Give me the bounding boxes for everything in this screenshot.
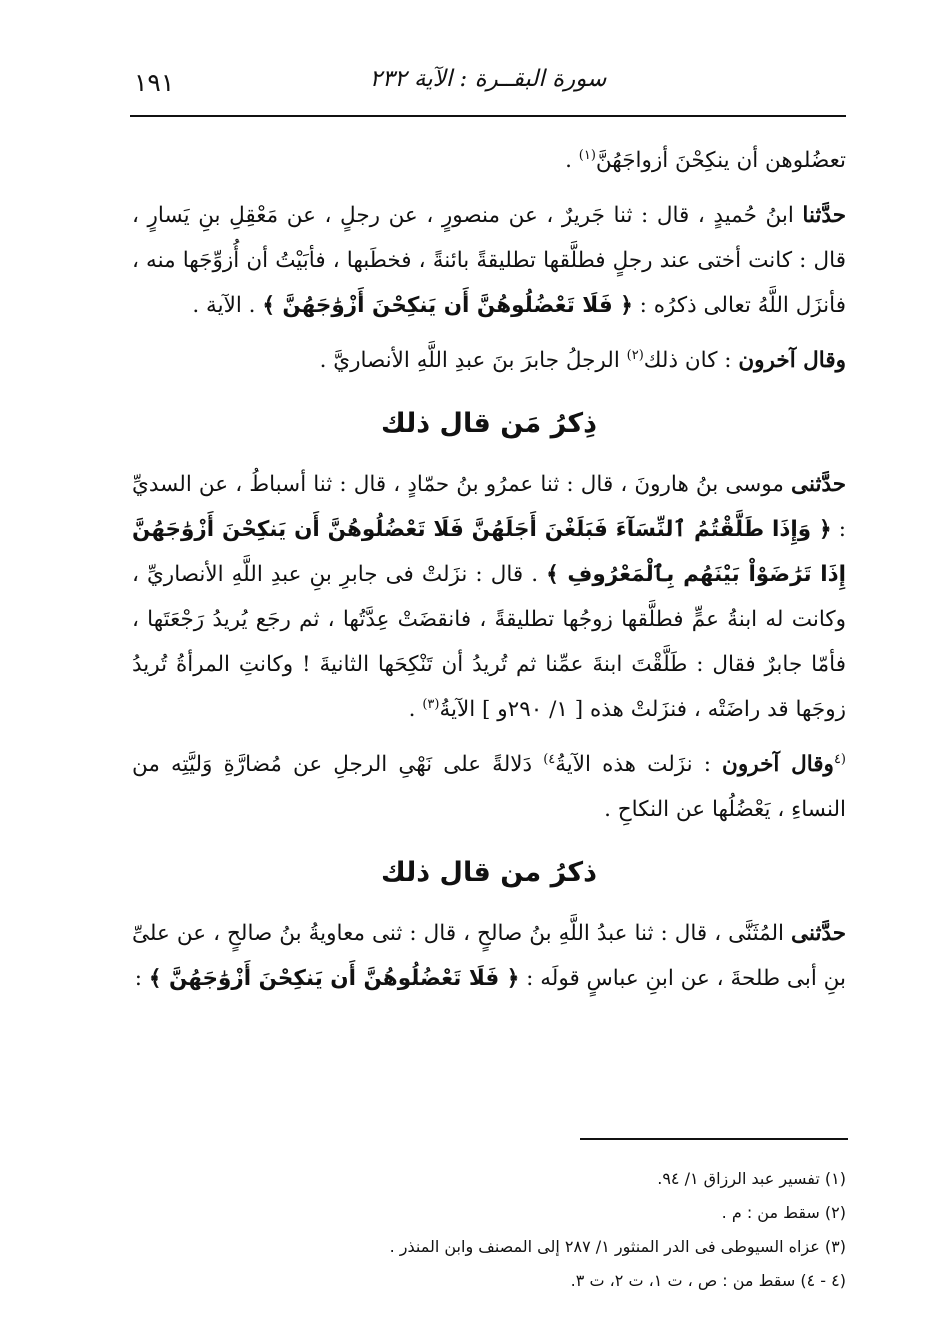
paragraph-text: المُثَنَّى ، قال : ثنا عبدُ اللَّهِ بنُ صالحٍ ، قال : ثنى معاويةُ بنُ صالحٍ ، عن علىِّ بنِ أبى طلحةَ ، عن ابنِ عباسٍ قولَه :	[132, 921, 846, 991]
footnote-marker: (١)	[578, 147, 596, 163]
section-heading: ذِكرُ مَن قال ذلك	[381, 408, 597, 439]
page-header	[130, 62, 846, 106]
paragraph	[132, 138, 846, 183]
paragraph	[132, 338, 846, 383]
running-title: سورة البقــرة : الآية ٢٣٢	[369, 66, 607, 92]
paragraph-tail: .	[565, 148, 579, 173]
footnote-marker: ٤)	[543, 751, 556, 767]
quran-quote: ﴿ فَلَا تَعْضُلُوهُنَّ أَن يَنكِحْنَ أَزْوَٰجَهُنَّ ﴾	[148, 966, 520, 991]
paragraph	[132, 911, 846, 1001]
footnotes	[132, 1162, 846, 1298]
paragraph-tail: الرجلُ جابرَ بنَ عبدِ اللَّهِ الأنصاريَّ .	[319, 348, 627, 373]
footnote-marker: (٤	[833, 751, 846, 767]
page-number: ١٩١	[134, 68, 175, 97]
paragraph-tail: دَلالةً على نَهْىِ الرجلِ عن مُضارَّةِ وَليَّتِه من النساءِ ، يَعْضُلُها عن النكاحِ .	[132, 752, 846, 822]
footnote-marker: (٢)	[626, 347, 644, 363]
paragraph	[132, 462, 846, 732]
footnote-marker: (٣)	[422, 696, 440, 712]
paragraph-tail: . الآية .	[192, 293, 263, 318]
paragraph-text: : كان ذلك	[643, 348, 739, 373]
paragraph-text: موسى بنُ هارونَ ، قال : ثنا عمرُو بنُ حمّادٍ ، قال : ثنا أسباطُ ، عن السديِّ :	[132, 472, 847, 542]
paragraph-tail: :	[134, 966, 149, 991]
section-heading: ذكرُ من قال ذلك	[381, 857, 597, 888]
header-rule	[130, 115, 846, 117]
paragraph	[132, 742, 846, 832]
main-text	[132, 138, 846, 1011]
footnote: (٤ - ٤) سقط من : ص ، ت ١، ت ٢، ت ٣.	[570, 1271, 846, 1290]
quran-quote: ﴿ وَإِذَا طَلَّقْتُمُ ٱلنِّسَآءَ فَبَلَغْنَ أَجَلَهُنَّ فَلَا تَعْضُلُوهُنَّ أَن يَنكِحْنَ أَزْوَٰجَهُنَّ إِذَا تَرَٰضَوْاْ بَيْنَهُم بِٱلْمَعْرُوفِ ﴾	[132, 517, 846, 587]
isnad-lead: حدَّثنى	[791, 921, 846, 946]
quran-quote: ﴿ فَلَا تَعْضُلُوهُنَّ أَن يَنكِحْنَ أَزْوَٰجَهُنَّ ﴾	[262, 293, 633, 318]
paragraph-text: تعضُلوهن أن ينكِحْنَ أزواجَهُنَّ	[595, 148, 846, 173]
isnad-lead: حدَّثنى	[791, 472, 846, 497]
isnad-lead: وقال آخرون	[738, 348, 846, 373]
paragraph-tail: . قال : نزَلتْ فى جابرِ بنِ عبدِ اللَّهِ الأنصاريِّ ، وكانت له ابنةُ عمٍّ فطلَّقها زوجُها تطليقةً ، فانقضَتْ عِدَّتُها ، ثم رجَع يُريدُ رَجْعَتَها ، فأمّا جابرٌ فقال : طَلَّقْتَ ابنةَ عمِّنا ثم تُريدُ أن تَنْكِحَها الثانيةَ ! وكانتِ المرأةُ تُريدُ زوجَها قد راضَتْه ، فنزَلتْ هذه [ ١/ ٢٩٠و ] الآيةُ	[132, 562, 846, 722]
footnote: (١) تفسير عبد الرزاق ١/ ٩٤.	[657, 1169, 846, 1188]
isnad-lead: حدَّثنا	[802, 203, 846, 228]
paragraph-tail: .	[408, 697, 423, 722]
footnote: (٣) عزاه السيوطى فى الدر المنثور ١/ ٢٨٧ إلى المصنف وابن المنذر .	[389, 1237, 846, 1256]
footnote-rule	[580, 1138, 848, 1140]
isnad-lead: وقال آخرون	[722, 752, 834, 777]
paragraph-text: : نزَلت هذه الآيةُ	[555, 752, 723, 777]
paragraph	[132, 193, 846, 328]
footnote: (٢) سقط من : م .	[721, 1203, 846, 1222]
paragraph-text: ابنُ حُميدٍ ، قال : ثنا جَريرٌ ، عن منصورٍ ، عن رجلٍ ، عن مَعْقِلِ بنِ يَسارٍ ، قال : كانت أختى عند رجلٍ فطلَّقها تطليقةً بائنةً ، فخطَبها ، فأبَيْتُ أن أُزوِّجَها منه ، فأنزَل اللَّهُ تعالى ذكرُه :	[132, 203, 846, 318]
